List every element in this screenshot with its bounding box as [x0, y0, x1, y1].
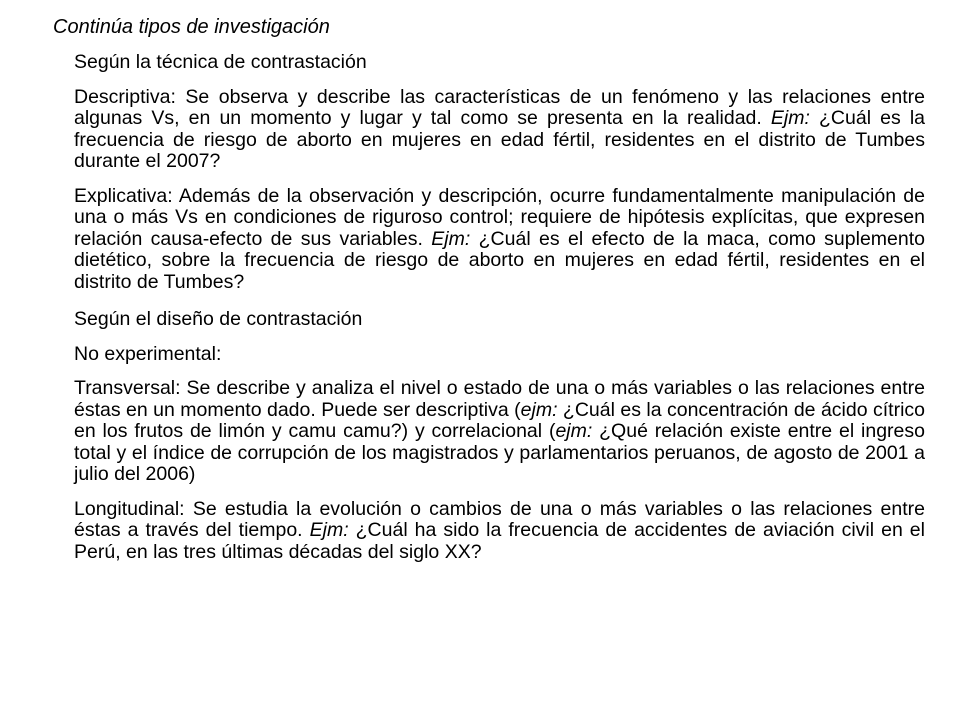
longitudinal-ejm-label: Ejm:	[309, 519, 349, 541]
explicativa-ejm-text: ¿Cuál es el efecto de la maca, como suplemento dietético, sobre la frecuencia de riesgo de aborto en mujeres en edad fértil, residentes en el distrito de Tumbes?	[74, 227, 925, 293]
descriptiva-ejm-label: Ejm:	[770, 107, 810, 129]
paragraph-transversal	[74, 378, 925, 486]
slide-content	[74, 52, 925, 576]
section-heading-diseno: Según el diseño de contrastación	[74, 308, 363, 330]
paragraph-descriptiva	[74, 87, 925, 173]
transversal-ejm-label-2: ejm:	[555, 420, 593, 442]
longitudinal-text: Longitudinal: Se estudia la evolución o cambios de una o más variables o las relaciones entre éstas a través del tiempo.	[74, 497, 925, 541]
transversal-text-2: ¿Cuál es la concentración de ácido cítrico en los frutos de limón y camu camu?) y correlacional (	[74, 398, 925, 442]
explicativa-ejm-label: Ejm:	[431, 227, 471, 250]
slide-title: Continúa tipos de investigación	[53, 16, 330, 38]
paragraph-longitudinal	[74, 499, 925, 564]
longitudinal-ejm-text: ¿Cuál ha sido la frecuencia de accidentes de aviación civil en el Perú, en las tres últimas décadas del siglo XX?	[74, 519, 925, 563]
subheading-no-experimental: No experimental:	[74, 342, 222, 365]
transversal-text-1: Transversal: Se describe y analiza el nivel o estado de una o más variables o las relaciones entre éstas en un momento dado. Puede ser descriptiva (	[74, 377, 925, 421]
paragraph-explicativa	[74, 186, 925, 294]
explicativa-text: Explicativa: Además de la observación y descripción, ocurre fundamentalmente manipulación de una o más Vs en condiciones de riguroso control; requiere de hipótesis explícitas, que expresen relación causa-efecto de sus variables.	[74, 184, 925, 250]
section-heading-tecnica: Según la técnica de contrastación	[74, 51, 367, 73]
transversal-text-3: ¿Qué relación existe entre el ingreso total y el índice de corrupción de los magistrados y parlamentarios peruanos, de agosto de 2001 a julio del 2006)	[74, 420, 925, 485]
descriptiva-ejm-text: ¿Cuál es la frecuencia de riesgo de aborto en mujeres en edad fértil, residentes en el distrito de Tumbes durante el 2007?	[74, 107, 926, 172]
transversal-ejm-label-1: ejm:	[520, 398, 558, 421]
descriptiva-text: Descriptiva: Se observa y describe las características de un fenómeno y las relaciones entre algunas Vs, en un momento y lugar y tal como se presenta en la realidad.	[74, 85, 925, 129]
